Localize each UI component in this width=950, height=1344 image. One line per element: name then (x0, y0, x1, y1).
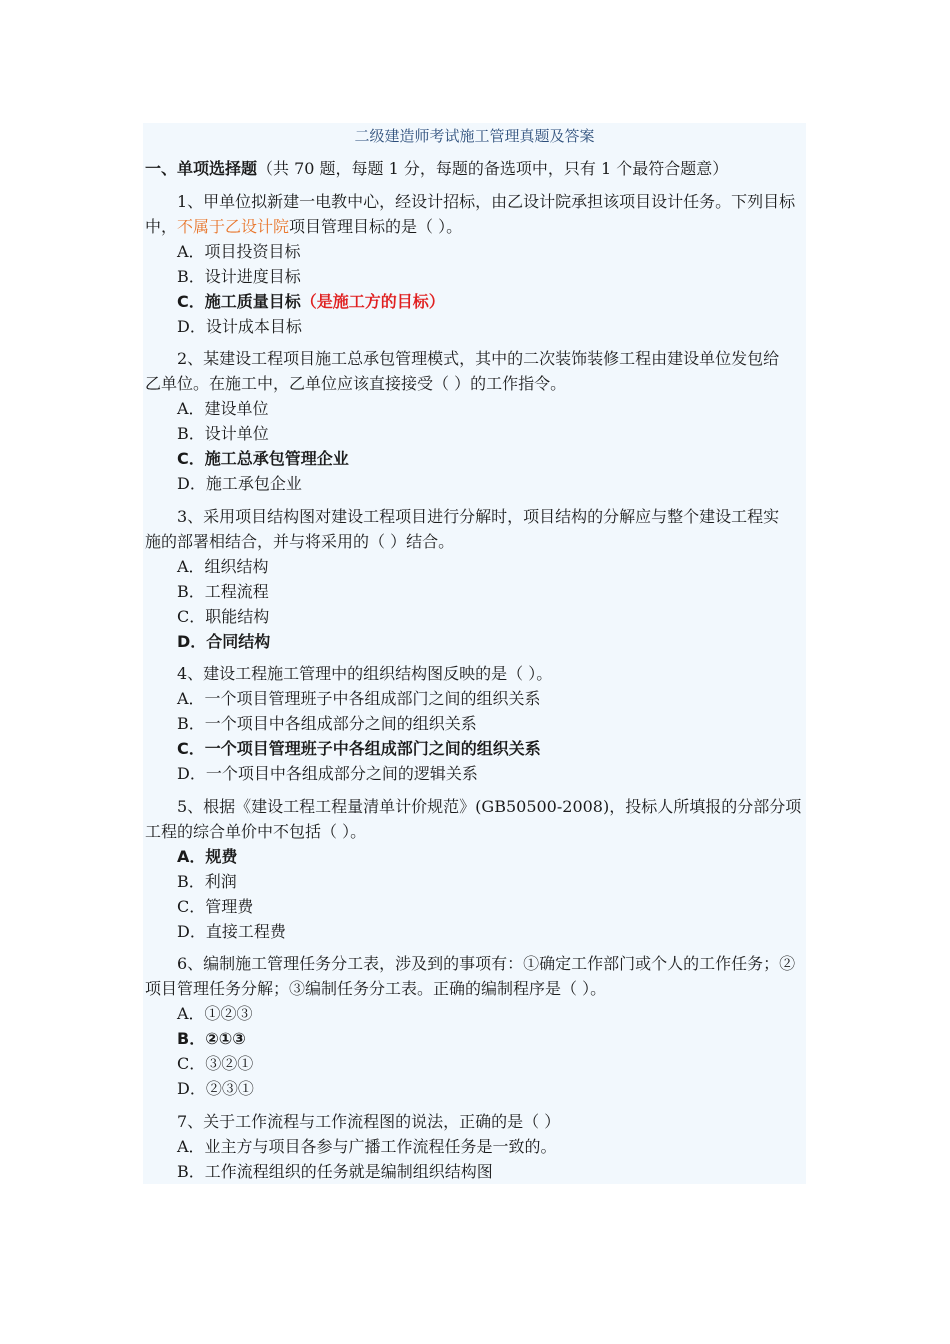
q6-option-b: B．②①③ (177, 1029, 246, 1048)
q4-option-d: D．一个项目中各组成部分之间的逻辑关系 (177, 764, 478, 783)
q4-option-c: C．一个项目管理班子中各组成部门之间的组织关系 (177, 739, 541, 758)
q3-option-a: A．组织结构 (177, 557, 269, 576)
q3-option-b: B．工程流程 (177, 582, 269, 601)
q2-stem-line2: 乙单位。在施工中，乙单位应该直接接受（ ）的工作指令。 (145, 374, 567, 393)
section-heading-note: （共 70 题，每题 1 分，每题的备选项中，只有 1 个最符合题意） (257, 159, 729, 178)
q3-stem-line2: 施的部署相结合，并与将采用的（ ）结合。 (145, 532, 455, 551)
q5-option-a: A．规费 (177, 847, 238, 866)
q5-option-c: C．管理费 (177, 897, 254, 916)
q3-stem-line1: 3、采用项目结构图对建设工程项目进行分解时，项目结构的分解应与整个建设工程实 (177, 507, 780, 526)
q6-stem-line1: 6、编制施工管理任务分工表，涉及到的事项有：①确定工作部门或个人的工作任务；② (177, 954, 796, 973)
q6-stem-line2: 项目管理任务分解；③编制任务分工表。正确的编制程序是（ ）。 (145, 979, 607, 998)
q2-option-b: B．设计单位 (177, 424, 269, 443)
q5-stem-line1: 5、根据《建设工程工程量清单计价规范》(GB50500-2008)，投标人所填报的分部分项 (177, 797, 802, 816)
section-heading-bold: 一、单项选择题 (145, 159, 258, 178)
q2-option-a: A．建设单位 (177, 399, 269, 418)
document-title: 二级建造师考试施工管理真题及答案 (354, 127, 595, 145)
q7-option-a: A．业主方与项目各参与广播工作流程任务是一致的。 (177, 1137, 557, 1156)
q6-option-c: C．③②① (177, 1054, 254, 1073)
q7-option-b: B．工作流程组织的任务就是编制组织结构图 (177, 1162, 493, 1181)
q1-option-a: A．项目投资目标 (177, 242, 301, 261)
q7-stem-line1: 7、关于工作流程与工作流程图的说法，正确的是（ ） (177, 1112, 561, 1131)
q5-option-b: B．利润 (177, 872, 237, 891)
q4-option-a: A．一个项目管理班子中各组成部门之间的组织关系 (177, 689, 541, 708)
q1-option-c-text: C．施工质量目标 (177, 292, 301, 311)
q1-stem-post: 项目管理目标的是（ ）。 (289, 217, 463, 236)
q2-stem-line1: 2、某建设工程项目施工总承包管理模式，其中的二次装饰装修工程由建设单位发包给 (177, 349, 780, 368)
q1-option-d: D．设计成本目标 (177, 317, 302, 336)
q4-stem-line1: 4、建设工程施工管理中的组织结构图反映的是（ ）。 (177, 664, 553, 683)
q6-option-a: A．①②③ (177, 1004, 253, 1023)
q4-option-b: B．一个项目中各组成部分之间的组织关系 (177, 714, 477, 733)
q1-stem-line2 (145, 216, 462, 238)
q2-option-d: D．施工承包企业 (177, 474, 302, 493)
q5-stem-line2: 工程的综合单价中不包括（ ）。 (145, 822, 367, 841)
section-heading (145, 158, 728, 180)
q1-answer-note: （是施工方的目标） (300, 292, 445, 311)
q1-option-b: B．设计进度目标 (177, 267, 301, 286)
q5-option-d: D．直接工程费 (177, 922, 286, 941)
q2-option-c: C．施工总承包管理企业 (177, 449, 349, 468)
q1-stem-pre: 中， (145, 217, 178, 236)
q1-stem-line1: 1、甲单位拟新建一电教中心，经设计招标，由乙设计院承担该项目设计任务。下列目标 (177, 192, 796, 211)
q1-highlight: 不属于乙设计院 (177, 217, 290, 236)
q1-option-c (177, 291, 445, 313)
q3-option-d: D．合同结构 (177, 632, 271, 651)
q6-option-d: D．②③① (177, 1079, 254, 1098)
q3-option-c: C．职能结构 (177, 607, 270, 626)
